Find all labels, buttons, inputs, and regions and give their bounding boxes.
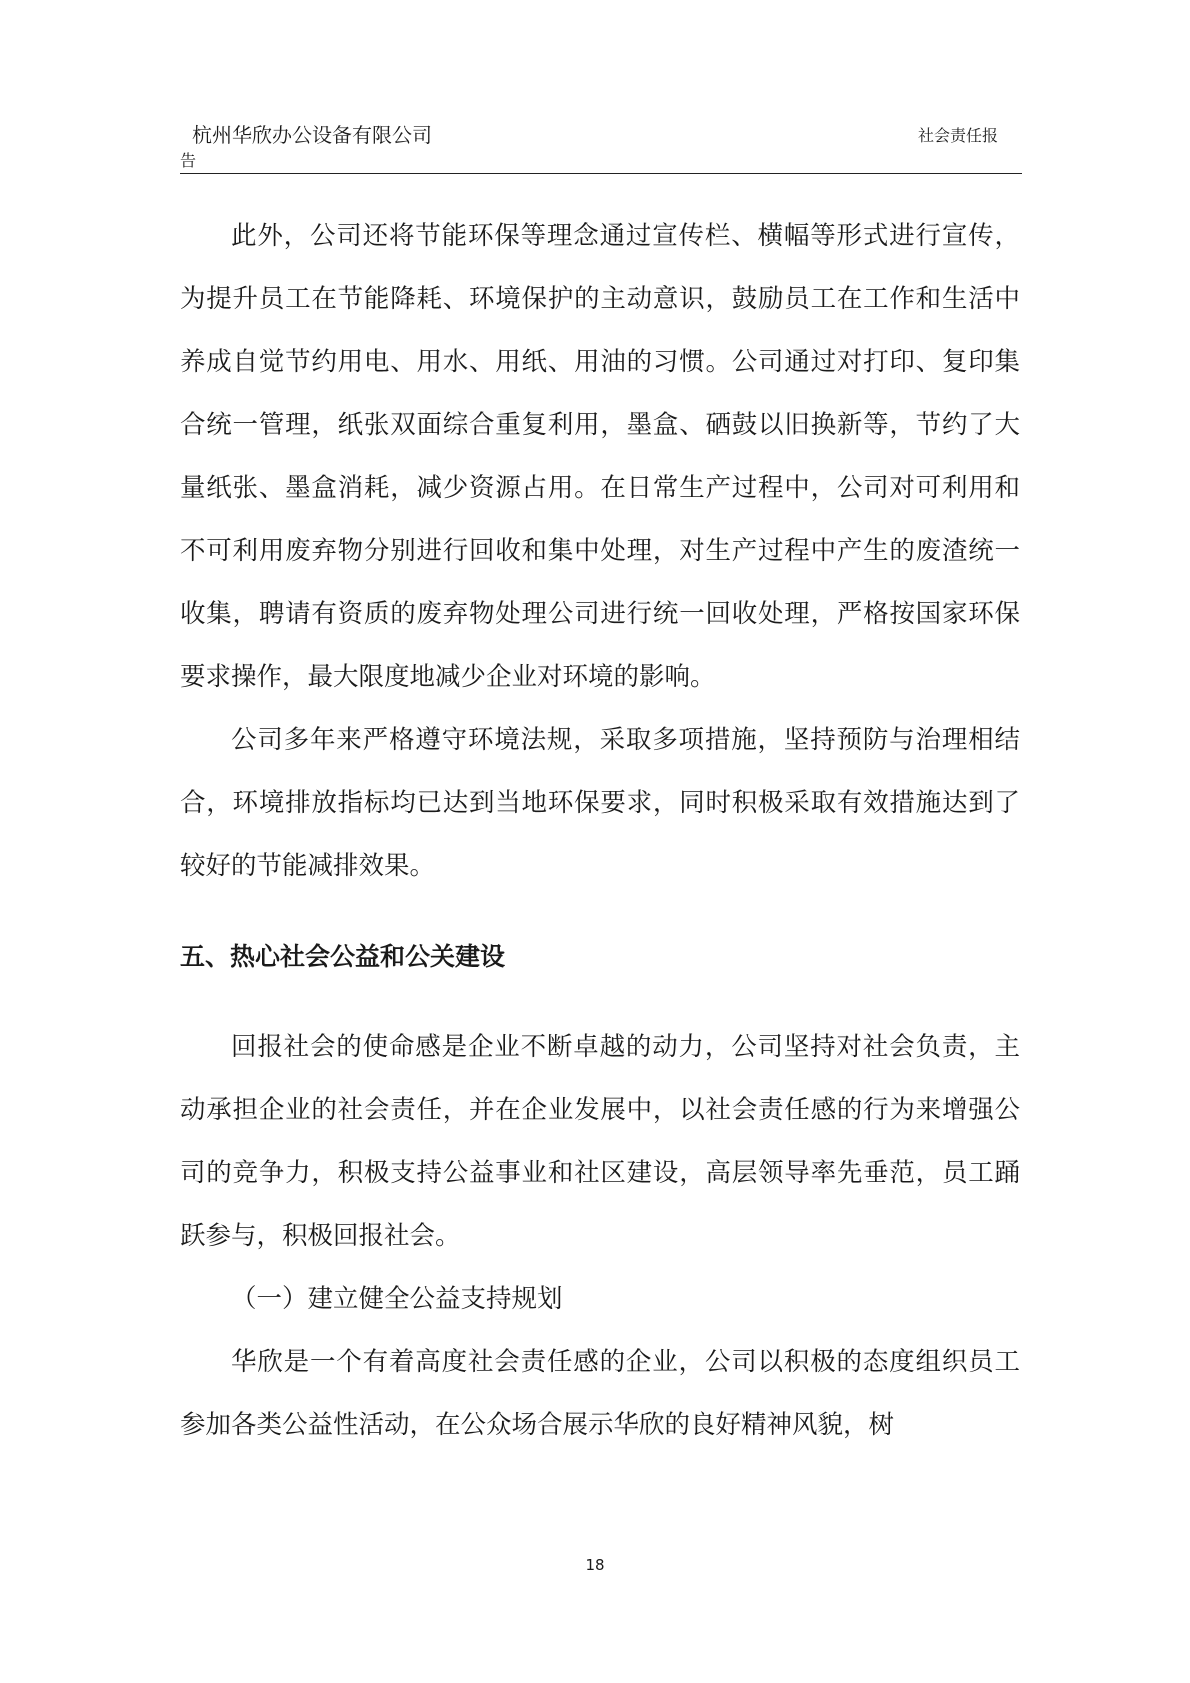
page-content <box>180 205 1020 1457</box>
paragraph-environmental-measures: 此外，公司还将节能环保等理念通过宣传栏、横幅等形式进行宣传，为提升员工在节能降耗、环境保护的主动意识，鼓励员工在工作和生活中养成自觉节约用电、用水、用纸、用油的习惯。公司通过对打印、复印集合统一管理，纸张双面综合重复利用，墨盒、硒鼓以旧换新等，节约了大量纸张、墨盒消耗，减少资源占用。在日常生产过程中，公司对可利用和不可利用废弃物分别进行回收和集中处理，对生产过程中产生的废渣统一收集，聘请有资质的废弃物处理公司进行统一回收处理，严格按国家环保要求操作，最大限度地减少企业对环境的影响。 <box>180 221 1020 692</box>
section-heading-public-welfare: 五、热心社会公益和公关建设 <box>180 942 506 971</box>
header-company-name: 杭州华欣办公设备有限公司 <box>192 123 432 147</box>
paragraph-welfare-activities: 华欣是一个有着高度社会责任感的企业，公司以积极的态度组织员工参加各类公益性活动，在公众场合展示华欣的良好精神风貌，树 <box>180 1347 1020 1440</box>
paragraph-social-responsibility: 回报社会的使命感是企业不断卓越的动力，公司坚持对社会负责，主动承担企业的社会责任，并在企业发展中，以社会责任感的行为来增强公司的竞争力，积极支持公益事业和社区建设，高层领导率先垂范，员工踊跃参与，积极回报社会。 <box>180 1032 1020 1251</box>
page-number: 18 <box>585 1556 605 1574</box>
header-report-title-wrap: 告 <box>180 151 197 170</box>
subsection-heading-welfare-plan: （一）建立健全公益支持规划 <box>231 1284 563 1314</box>
paragraph-environmental-compliance: 公司多年来严格遵守环境法规，采取多项措施，坚持预防与治理相结合，环境排放指标均已达到当地环保要求，同时积极采取有效措施达到了较好的节能减排效果。 <box>180 725 1020 881</box>
page-header <box>180 115 1022 174</box>
header-report-title: 社会责任报 <box>917 126 998 145</box>
